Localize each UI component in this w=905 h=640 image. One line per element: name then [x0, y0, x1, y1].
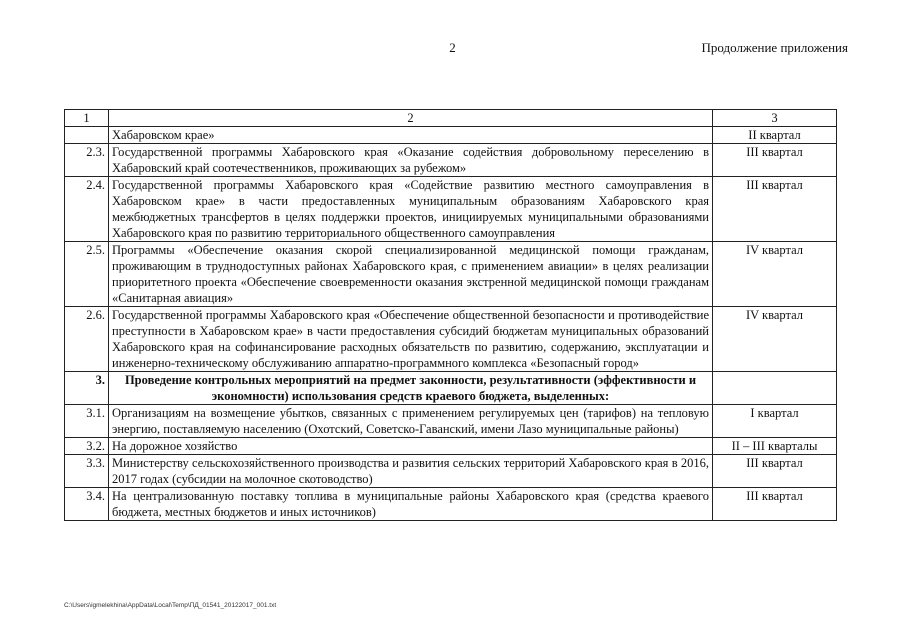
page-number: 2	[449, 40, 456, 55]
row-number: 2.6.	[65, 307, 109, 372]
section-heading-text: Проведение контрольных мероприятий на предмет законности, результативности (эффективности и экономности) использования средств краевого бюджета, выделенных:	[109, 372, 713, 405]
row-text: Организациям на возмещение убытков, связанных с применением регулируемых цен (тарифов) на тепловую энергию, поставляемую населению (Охотский, Советско-Гаванский, имени Лазо муниципальные районы)	[109, 405, 713, 438]
row-period: II квартал	[713, 127, 837, 144]
row-text: Программы «Обеспечение оказания скорой специализированной медицинской помощи гражданам, проживающим в труднодоступных районах Хабаровского края, с применением авиации» в целях реализации приоритетного проекта «Обеспечение своевременности оказания экстренной медицинской помощи гражданам «Санитарная авиация»	[109, 242, 713, 307]
row-number: 3.4.	[65, 488, 109, 521]
table-row	[65, 455, 837, 488]
row-text: Государственной программы Хабаровского края «Оказание содействия добровольному переселению в Хабаровский край соотечественников, проживающих за рубежом»	[109, 144, 713, 177]
row-number: 3.1.	[65, 405, 109, 438]
file-path-footer: C:\Users\igmelekhina\AppData\Local\Temp\ПД_01541_20122017_001.txt	[64, 602, 277, 609]
section-heading-row	[65, 372, 837, 405]
row-period: II – III кварталы	[713, 438, 837, 455]
row-period: IV квартал	[713, 307, 837, 372]
row-number: 2.5.	[65, 242, 109, 307]
continuation-label: Продолжение приложения	[701, 40, 848, 55]
row-number: 3.2.	[65, 438, 109, 455]
row-text: Хабаровском крае»	[109, 127, 713, 144]
row-period: III квартал	[713, 488, 837, 521]
row-period: III квартал	[713, 455, 837, 488]
row-period	[713, 372, 837, 405]
row-number: 3.	[65, 372, 109, 405]
row-number: 2.3.	[65, 144, 109, 177]
table-row	[65, 177, 837, 242]
table-row	[65, 127, 837, 144]
table-row	[65, 144, 837, 177]
row-number: 3.3.	[65, 455, 109, 488]
table-header-row	[65, 110, 837, 127]
table-row	[65, 307, 837, 372]
table-row	[65, 488, 837, 521]
row-text: На дорожное хозяйство	[109, 438, 713, 455]
row-period: III квартал	[713, 177, 837, 242]
row-number: 2.4.	[65, 177, 109, 242]
table-row	[65, 405, 837, 438]
table-row	[65, 242, 837, 307]
column-header-text: 2	[109, 110, 713, 127]
row-text: Министерству сельскохозяйственного производства и развития сельских территорий Хабаровского края в 2016, 2017 годах (субсидии на молочное скотоводство)	[109, 455, 713, 488]
row-text: Государственной программы Хабаровского края «Обеспечение общественной безопасности и противодействие преступности в Хабаровском крае» в части предоставления субсидий бюджетам муниципальных образований Хабаровского края на софинансирование расходных обязательств по развитию, содержанию, эксплуатации и инженерно-техническому обслуживанию аппаратно-программного комплекса «Безопасный город»	[109, 307, 713, 372]
row-period: I квартал	[713, 405, 837, 438]
plan-table	[64, 109, 837, 521]
row-period: IV квартал	[713, 242, 837, 307]
column-header-period: 3	[713, 110, 837, 127]
table-row	[65, 438, 837, 455]
row-period: III квартал	[713, 144, 837, 177]
row-text: На централизованную поставку топлива в муниципальные районы Хабаровского края (средства краевого бюджета, местных бюджетов и иных источников)	[109, 488, 713, 521]
row-text: Государственной программы Хабаровского края «Содействие развитию местного самоуправления в Хабаровском крае» в части предоставленных муниципальным образованиям Хабаровского края межбюджетных трансфертов в целях поддержки проектов, инициируемых муниципальными образованиями Хабаровского края по развитию территориального общественного самоуправления	[109, 177, 713, 242]
column-header-number: 1	[65, 110, 109, 127]
row-number	[65, 127, 109, 144]
